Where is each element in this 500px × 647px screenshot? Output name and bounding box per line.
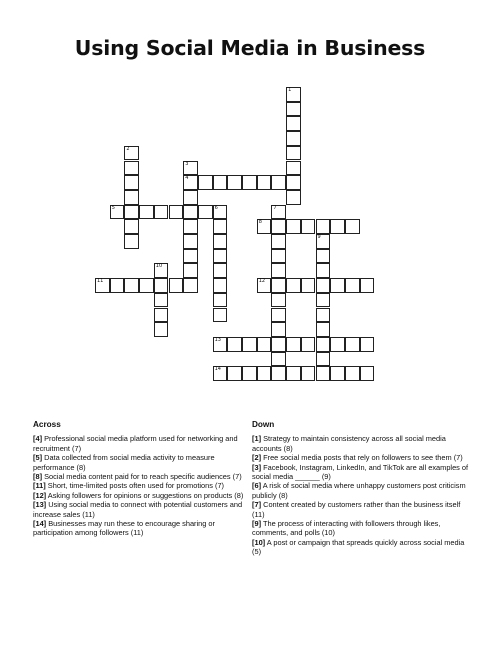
down-clue	[252, 463, 470, 482]
down-clue	[252, 434, 470, 453]
clue-number: [7]	[252, 500, 262, 510]
grid-cell[interactable]	[183, 263, 198, 278]
grid-cell[interactable]	[169, 205, 184, 220]
grid-cell[interactable]	[345, 337, 360, 352]
clue-text: A post or campaign that spreads quickly across social media (5)	[252, 537, 465, 557]
grid-cell[interactable]	[213, 337, 228, 352]
across-clue	[33, 491, 251, 500]
grid-cell[interactable]	[95, 278, 110, 293]
grid-cell[interactable]	[286, 190, 301, 205]
grid-cell[interactable]	[286, 161, 301, 176]
grid-cell[interactable]	[316, 337, 331, 352]
clue-text: The process of interacting with followers through likes, comments, and polls (10)	[252, 519, 441, 538]
grid-cell[interactable]	[271, 249, 286, 264]
clue-number: [11]	[33, 481, 46, 491]
cell-number: 6	[214, 204, 218, 211]
clue-number: [12]	[33, 490, 47, 500]
grid-cell[interactable]	[242, 366, 257, 381]
grid-cell[interactable]	[154, 308, 169, 323]
grid-cell[interactable]	[316, 293, 331, 308]
cell-number: 9	[317, 234, 321, 240]
grid-cell[interactable]	[360, 278, 375, 293]
grid-cell[interactable]	[330, 366, 345, 381]
across-heading: Across	[33, 420, 61, 429]
grid-cell[interactable]	[183, 161, 198, 176]
grid-cell[interactable]	[124, 146, 139, 161]
clue-text: Strategy to maintain consistency across all social media accounts (8)	[252, 434, 446, 453]
clue-text: Short, time-limited posts often used for promotions (7)	[45, 481, 225, 491]
across-clue	[33, 434, 251, 453]
grid-cell[interactable]	[345, 278, 360, 293]
grid-cell[interactable]	[330, 337, 345, 352]
grid-cell[interactable]	[271, 263, 286, 278]
grid-cell[interactable]	[271, 205, 286, 220]
cell-number: 11	[97, 278, 104, 285]
clue-text: Free social media posts that rely on followers to see them (7)	[261, 453, 463, 463]
grid-cell[interactable]	[183, 190, 198, 205]
clue-number: [1]	[252, 434, 262, 444]
clue-text: Using social media to connect with potential customers and increase sales (11)	[33, 500, 243, 519]
down-clue-list	[252, 434, 470, 556]
grid-cell[interactable]	[316, 322, 331, 337]
across-clue	[33, 453, 251, 472]
grid-cell[interactable]	[271, 352, 286, 367]
grid-cell[interactable]	[183, 219, 198, 234]
grid-cell[interactable]	[183, 205, 198, 220]
grid-cell[interactable]	[213, 278, 228, 293]
grid-cell[interactable]	[286, 337, 301, 352]
down-clue	[252, 538, 470, 557]
grid-cell[interactable]	[316, 308, 331, 323]
grid-cell[interactable]	[198, 175, 213, 190]
clue-number: [3]	[252, 462, 262, 472]
down-clue	[252, 453, 470, 462]
grid-cell[interactable]	[169, 278, 184, 293]
grid-cell[interactable]	[271, 278, 286, 293]
grid-cell[interactable]	[316, 219, 331, 234]
grid-cell[interactable]	[242, 337, 257, 352]
clue-text: Content created by customers rather than the business itself (11)	[252, 500, 461, 519]
grid-cell[interactable]	[213, 249, 228, 264]
clue-number: [4]	[33, 434, 43, 444]
clue-number: [8]	[33, 472, 43, 482]
cell-number: 3	[185, 160, 189, 167]
grid-cell[interactable]	[301, 278, 316, 293]
cell-number: 12	[258, 278, 266, 285]
grid-cell[interactable]	[154, 322, 169, 337]
down-heading: Down	[252, 420, 275, 429]
down-clues	[252, 420, 470, 557]
grid-cell[interactable]	[360, 337, 375, 352]
grid-cell[interactable]	[154, 278, 169, 293]
across-clue	[33, 481, 251, 490]
grid-cell[interactable]	[139, 278, 154, 293]
grid-cell[interactable]	[286, 87, 301, 102]
grid-cell[interactable]	[271, 366, 286, 381]
clue-text: Businesses may run these to encourage sharing or participation among followers (11)	[33, 519, 216, 538]
grid-cell[interactable]	[139, 205, 154, 220]
grid-cell[interactable]	[271, 234, 286, 249]
grid-cell[interactable]	[124, 190, 139, 205]
clue-text: Social media content paid for to reach specific audiences (7)	[42, 472, 242, 482]
grid-cell[interactable]	[271, 308, 286, 323]
grid-cell[interactable]	[301, 337, 316, 352]
grid-cell[interactable]	[286, 102, 301, 117]
grid-cell[interactable]	[227, 366, 242, 381]
puzzle-title: Using Social Media in Business	[74, 36, 426, 60]
grid-cell[interactable]	[213, 293, 228, 308]
grid-cell[interactable]	[257, 219, 272, 234]
cell-number: 10	[155, 263, 163, 270]
across-clue	[33, 500, 251, 519]
clue-text: A risk of social media where unhappy customers post criticism publicly (8)	[252, 481, 466, 500]
clue-number: [10]	[252, 537, 266, 547]
grid-cell[interactable]	[360, 366, 375, 381]
across-clue-list	[33, 434, 251, 537]
clue-number: [6]	[252, 481, 262, 491]
grid-cell[interactable]	[316, 234, 331, 249]
cell-number: 13	[214, 336, 221, 343]
grid-cell[interactable]	[124, 161, 139, 176]
clue-number: [13]	[33, 500, 47, 510]
grid-cell[interactable]	[124, 234, 139, 249]
grid-cell[interactable]	[257, 278, 272, 293]
grid-cell[interactable]	[286, 146, 301, 161]
clue-number: [9]	[252, 519, 262, 529]
grid-cell[interactable]	[330, 219, 345, 234]
grid-cell[interactable]	[110, 278, 125, 293]
across-clues	[33, 420, 251, 538]
grid-cell[interactable]	[227, 175, 242, 190]
grid-cell[interactable]	[316, 278, 331, 293]
grid-cell[interactable]	[330, 278, 345, 293]
cell-number: 4	[185, 175, 189, 182]
grid-cell[interactable]	[271, 337, 286, 352]
grid-cell[interactable]	[286, 131, 301, 146]
grid-cell[interactable]	[183, 278, 198, 293]
grid-cell[interactable]	[183, 234, 198, 249]
grid-cell[interactable]	[345, 366, 360, 381]
grid-cell[interactable]	[213, 263, 228, 278]
grid-cell[interactable]	[124, 175, 139, 190]
grid-cell[interactable]	[271, 322, 286, 337]
clue-text: Data collected from social media activity to measure performance (8)	[33, 453, 215, 472]
cell-number: 5	[111, 204, 115, 211]
grid-cell[interactable]	[213, 219, 228, 234]
grid-cell[interactable]	[198, 205, 213, 220]
across-clue	[33, 519, 251, 538]
cell-number: 8	[258, 219, 262, 226]
grid-cell[interactable]	[183, 175, 198, 190]
grid-cell[interactable]	[124, 278, 139, 293]
grid-cell[interactable]	[154, 205, 169, 220]
grid-cell[interactable]	[271, 175, 286, 190]
grid-cell[interactable]	[124, 219, 139, 234]
grid-cell[interactable]	[213, 366, 228, 381]
grid-cell[interactable]	[286, 116, 301, 131]
cell-number: 2	[126, 145, 130, 152]
grid-cell[interactable]	[316, 352, 331, 367]
cell-number: 7	[273, 204, 277, 211]
grid-cell[interactable]	[271, 293, 286, 308]
grid-cell[interactable]	[213, 175, 228, 190]
grid-cell[interactable]	[316, 249, 331, 264]
grid-cell[interactable]	[154, 293, 169, 308]
grid-cell[interactable]	[286, 219, 301, 234]
clue-number: [2]	[252, 453, 262, 463]
clue-number: [14]	[33, 519, 47, 529]
across-clue	[33, 472, 251, 481]
down-clue	[252, 519, 470, 538]
grid-cell[interactable]	[227, 337, 242, 352]
clue-text: Professional social media platform used for networking and recruitment (7)	[33, 434, 238, 453]
grid-cell[interactable]	[301, 366, 316, 381]
grid-cell[interactable]	[271, 219, 286, 234]
grid-cell[interactable]	[257, 175, 272, 190]
grid-cell[interactable]	[213, 234, 228, 249]
grid-cell[interactable]	[124, 205, 139, 220]
grid-cell[interactable]	[257, 337, 272, 352]
grid-cell[interactable]	[110, 205, 125, 220]
cell-number: 14	[214, 366, 221, 373]
down-clue	[252, 481, 470, 500]
grid-cell[interactable]	[301, 219, 316, 234]
grid-cell[interactable]	[345, 219, 360, 234]
grid-cell[interactable]	[286, 366, 301, 381]
grid-cell[interactable]	[286, 278, 301, 293]
clue-text: Facebook, Instagram, LinkedIn, and TikTok are all examples of social media ______ (9)	[252, 462, 469, 482]
down-clue	[252, 500, 470, 519]
cell-number: 1	[288, 87, 292, 93]
grid-cell[interactable]	[213, 308, 228, 323]
grid-cell[interactable]	[242, 175, 257, 190]
grid-cell[interactable]	[316, 366, 331, 381]
grid-cell[interactable]	[257, 366, 272, 381]
grid-cell[interactable]	[316, 263, 331, 278]
grid-cell[interactable]	[286, 175, 301, 190]
clue-number: [5]	[33, 453, 43, 463]
clue-text: Asking followers for opinions or suggestions on products (8)	[46, 490, 244, 500]
grid-cell[interactable]	[183, 249, 198, 264]
grid-cell[interactable]	[213, 205, 228, 220]
grid-cell[interactable]	[154, 263, 169, 278]
